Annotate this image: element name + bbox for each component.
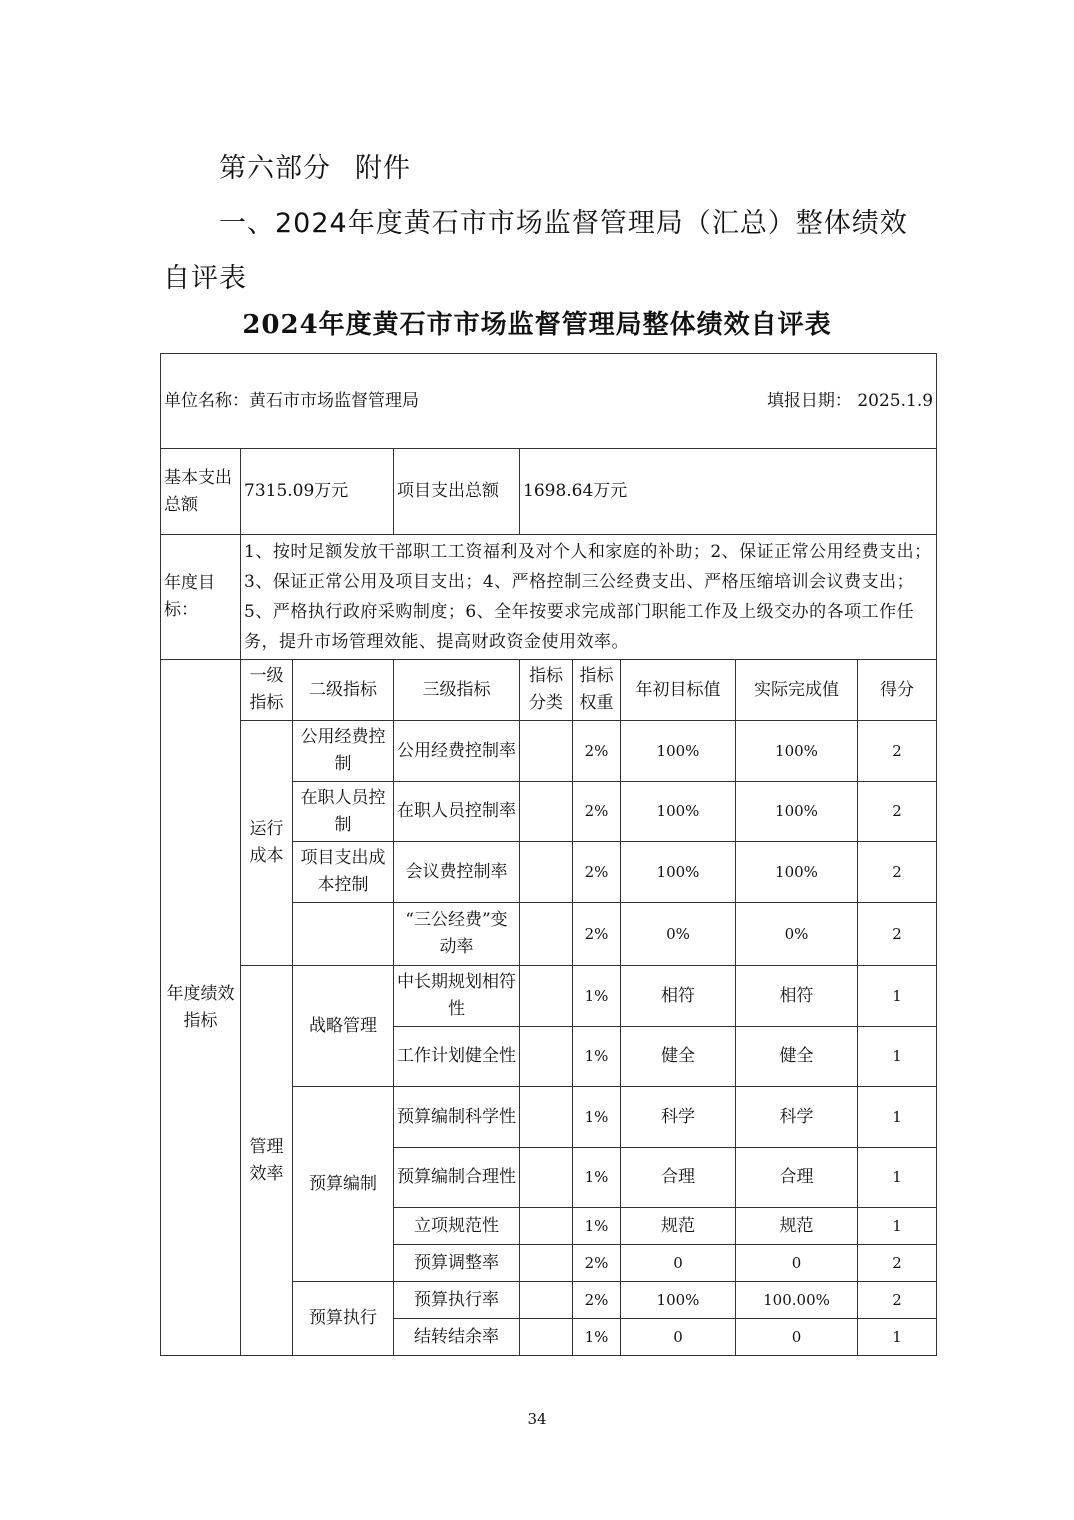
category-cell [520,1027,573,1087]
actual-cell: 100.00% [736,1282,858,1319]
target-cell: 100% [621,1282,736,1319]
score-cell: 1 [858,1208,937,1245]
target-cell: 合理 [621,1148,736,1208]
weight-cell: 2% [573,842,621,903]
header-score: 得分 [858,660,937,721]
score-cell: 1 [858,1319,937,1356]
category-cell [520,1208,573,1245]
level3-cell: 公用经费控制率 [394,721,520,782]
weight-cell: 1% [573,966,621,1027]
weight-cell: 1% [573,1027,621,1087]
actual-cell: 规范 [736,1208,858,1245]
goal-label: 年度目标： [161,535,241,660]
unit-name: 单位名称：黄石市市场监督管理局 [164,390,419,411]
actual-cell: 100% [736,782,858,842]
weight-cell: 1% [573,1087,621,1148]
target-cell: 100% [621,842,736,903]
actual-cell: 相符 [736,966,858,1027]
actual-cell: 健全 [736,1027,858,1087]
target-cell: 0 [621,1245,736,1282]
basic-expenditure-value: 7315.09万元 [241,449,394,535]
report-date: 填报日期： 2025.1.9 [766,390,934,411]
category-cell [520,1087,573,1148]
weight-cell: 2% [573,1282,621,1319]
level3-cell: 预算编制科学性 [394,1087,520,1148]
category-cell [520,966,573,1027]
score-cell: 2 [858,903,937,966]
level2-cell: 预算执行 [293,1282,394,1356]
score-cell: 1 [858,966,937,1027]
header-level1: 一级指标 [241,660,293,721]
weight-cell: 2% [573,1245,621,1282]
header-weight: 指标权重 [573,660,621,721]
weight-cell: 2% [573,721,621,782]
actual-cell: 0% [736,903,858,966]
header-target: 年初目标值 [621,660,736,721]
actual-cell: 0 [736,1245,858,1282]
category-cell [520,721,573,782]
category-cell [520,1245,573,1282]
actual-cell: 100% [736,842,858,903]
target-cell: 科学 [621,1087,736,1148]
section-label: 附件 [355,153,411,184]
level3-cell: 预算调整率 [394,1245,520,1282]
weight-cell: 1% [573,1208,621,1245]
level2-cell [293,903,394,966]
level2-cell: 预算编制 [293,1087,394,1282]
target-cell: 健全 [621,1027,736,1087]
score-cell: 2 [858,1282,937,1319]
level3-cell: “三公经费”变动率 [394,903,520,966]
category-cell [520,782,573,842]
actual-cell: 100% [736,721,858,782]
subheading-line2: 自评表 [163,263,247,294]
level1-cell: 运行成本 [241,721,293,966]
score-cell: 1 [858,1148,937,1208]
score-cell: 1 [858,1027,937,1087]
project-expenditure-label: 项目支出总额 [394,449,520,535]
level3-cell: 工作计划健全性 [394,1027,520,1087]
target-cell: 100% [621,721,736,782]
score-cell: 2 [858,782,937,842]
target-cell: 100% [621,782,736,842]
actual-cell: 科学 [736,1087,858,1148]
level3-cell: 立项规范性 [394,1208,520,1245]
goal-row [161,535,937,660]
target-cell: 规范 [621,1208,736,1245]
level3-cell: 预算执行率 [394,1282,520,1319]
header-level2: 二级指标 [293,660,394,721]
header-level3: 三级指标 [394,660,520,721]
target-cell: 0% [621,903,736,966]
score-cell: 2 [858,721,937,782]
header-category: 指标分类 [520,660,573,721]
project-expenditure-value: 1698.64万元 [520,449,937,535]
indicator-header-row [161,660,937,721]
section-heading [219,146,411,185]
level3-cell: 中长期规划相符性 [394,966,520,1027]
header-actual: 实际完成值 [736,660,858,721]
goal-text: 1、按时足额发放干部职工工资福利及对个人和家庭的补助；2、保证正常公用经费支出；3、保证正常公用及项目支出；4、严格控制三公经费支出、严格压缩培训会议费支出；5、严格执行政府采购制度；6、全年按要求完成部门职能工作及上级交办的各项工作任务，提升市场管理效能、提高财政资金使用效率。 [241,535,937,660]
level3-cell: 在职人员控制率 [394,782,520,842]
category-cell [520,1319,573,1356]
category-cell [520,1282,573,1319]
category-cell [520,842,573,903]
level3-cell: 预算编制合理性 [394,1148,520,1208]
category-cell [520,1148,573,1208]
table-row [161,721,937,782]
level3-cell: 结转结余率 [394,1319,520,1356]
expenditure-row [161,449,937,535]
category-cell [520,903,573,966]
indicators-section-label: 年度绩效指标 [161,660,241,1356]
score-cell: 2 [858,842,937,903]
level3-cell: 会议费控制率 [394,842,520,903]
table-row [161,966,937,1027]
table-title: 2024年度黄石市市场监督管理局整体绩效自评表 [242,310,832,340]
level1-cell: 管理效率 [241,966,293,1356]
score-cell: 1 [858,1087,937,1148]
level2-cell: 在职人员控制 [293,782,394,842]
basic-expenditure-label: 基本支出总额 [161,449,241,535]
level2-cell: 战略管理 [293,966,394,1087]
target-cell: 0 [621,1319,736,1356]
section-part: 第六部分 [219,153,331,184]
performance-table [160,353,937,1356]
target-cell: 相符 [621,966,736,1027]
unit-row [161,354,937,449]
score-cell: 2 [858,1245,937,1282]
weight-cell: 2% [573,782,621,842]
subheading-line1: 一、2024年度黄石市市场监督管理局（汇总）整体绩效 [219,208,908,239]
weight-cell: 1% [573,1148,621,1208]
actual-cell: 0 [736,1319,858,1356]
weight-cell: 2% [573,903,621,966]
actual-cell: 合理 [736,1148,858,1208]
level2-cell: 公用经费控制 [293,721,394,782]
page-number: 34 [527,1410,547,1428]
level2-cell: 项目支出成本控制 [293,842,394,903]
weight-cell: 1% [573,1319,621,1356]
